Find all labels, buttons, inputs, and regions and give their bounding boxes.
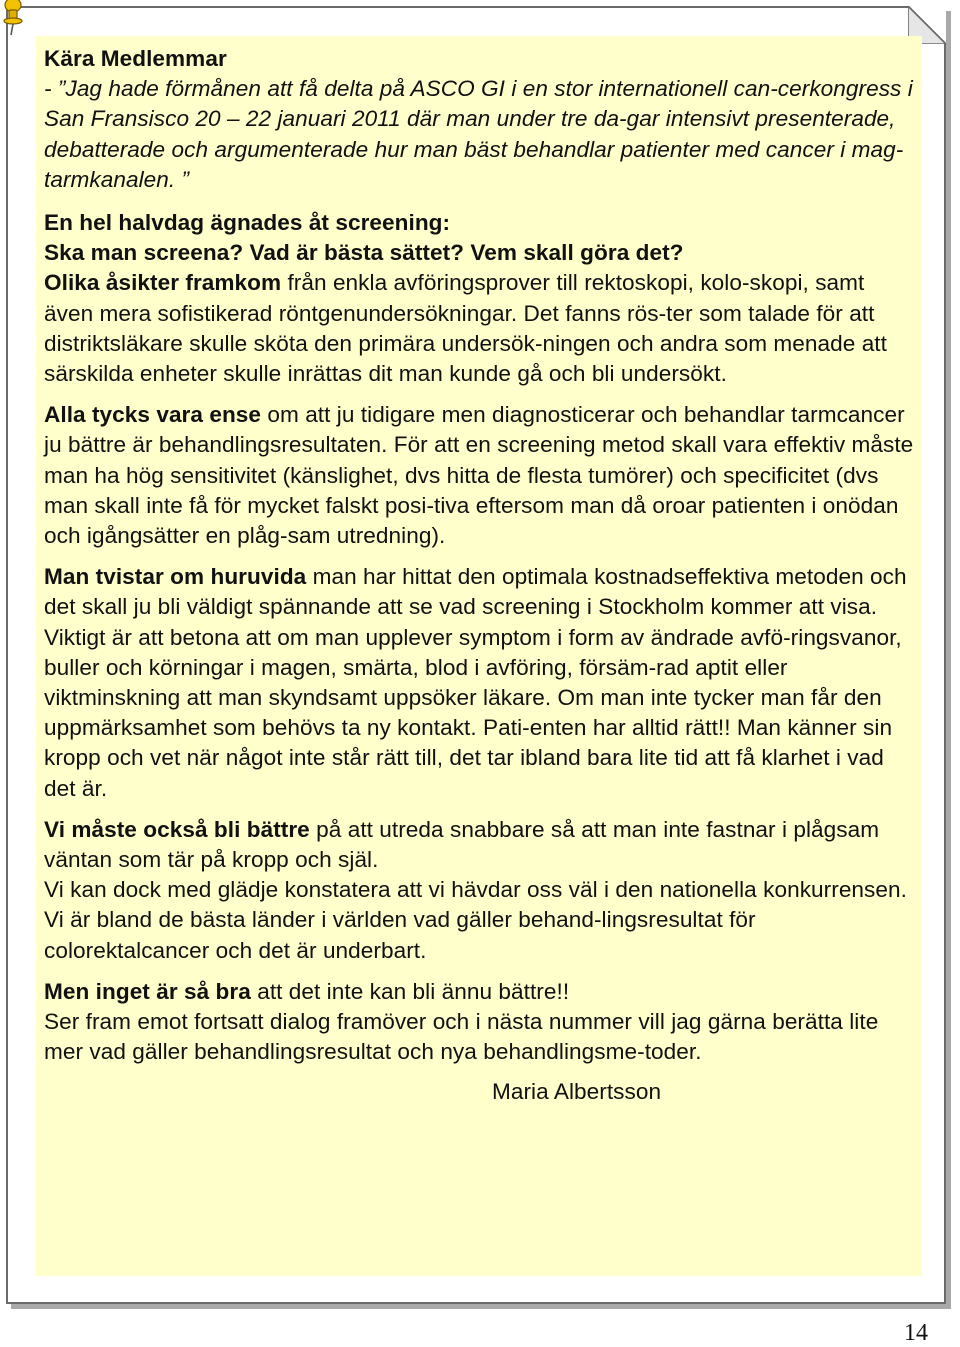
paragraph-outlook: Ser fram emot fortsatt dialog framöver och i nästa nummer vill jag gärna berätta lite mer vad gäller behandlingsresultat och nya behandlingsme-toder. bbox=[44, 1009, 879, 1065]
paragraph-lead: Men inget är så bra bbox=[44, 978, 251, 1004]
screening-questions: Ska man screena? Vad är bästa sättet? Vem skall göra det? bbox=[44, 240, 684, 266]
intro-quote: - ”Jag hade förmånen att få delta på ASCO GI i en stor internationell can-cerkongress i San Fransisco 20 – 22 januari 2011 där man under tre da-gar intensivt presenterade, debatterade och argumenterade hur man bäst behandlar patienter med cancer i mag-tarmkanalen. ” bbox=[44, 76, 913, 192]
paragraph-lead: Man tvistar om huruvida bbox=[44, 564, 307, 590]
pushpin-icon bbox=[0, 0, 26, 36]
page-number: 14 bbox=[904, 1320, 928, 1346]
paragraph-opinions bbox=[44, 268, 914, 389]
paragraph-results: Vi kan dock med glädje konstatera att vi hävdar oss väl i den nationella konkurrensen. Vi är bland de bästa länder i världen vad gäller behand-lingsresultat för colorektalcancer och det är underbart. bbox=[44, 877, 907, 963]
paragraph-lead: Vi måste också bli bättre bbox=[44, 816, 310, 842]
screening-heading: En hel halvdag ägnades åt screening: bbox=[44, 210, 451, 236]
greeting: Kära Medlemmar bbox=[44, 46, 227, 71]
paragraph-text: från enkla avföringsprover till rektoskopi, kolo-skopi, samt även mera sofistikerad röntgenundersökningar. Det fanns rös-ter som talade för att distriktsläkare skulle sköta den primära undersök-ningen och andra som menade att särskilda enheter skulle inrättas dit man kunde gå och bli undersökt. bbox=[44, 270, 887, 387]
paragraph-text: att det inte kan bli ännu bättre!! bbox=[250, 978, 570, 1004]
signature: Maria Albertsson bbox=[492, 1078, 662, 1104]
paragraph-better bbox=[44, 977, 914, 1007]
paragraph-debate bbox=[44, 562, 914, 622]
paragraph-text: man har hittat den optimala kostnadseffektiva metoden och det skall ju bli väldigt spännande att se vad screening i Stockholm kommer att visa. bbox=[44, 564, 907, 620]
paragraph-text: på att utreda snabbare så att man inte fastnar i plågsam väntan som tär på kropp och själ. bbox=[44, 816, 880, 873]
paragraph-symptoms: Viktigt är att betona att om man upplever symptom i form av ändrade avfö-ringsvanor, buller och körningar i magen, smärta, blod i avföring, försäm-rad aptit eller viktminskning att man skyndsamt uppsöker läkare. Om man inte tycker man får den uppmärksamhet som behövs ta ny kontakt. Pati-enten har alltid rätt!! Man känner sin kropp och vet när något inte står rätt till, det tar ibland bara lite tid att få klarhet i vad det är. bbox=[44, 624, 902, 801]
letter-body bbox=[44, 44, 914, 1107]
paragraph-text: om att ju tidigare men diagnosticerar och behandlar tarmcancer ju bättre är behandlingsresultaten. För att en screening metod skall vara effektiv måste man ha hög sensitivitet (känslighet, dvs hitta de flesta tumörer) och specificitet (dvs man skall inte få för mycket falskt posi-tiva eftersom man då oroar patienten i onödan och igångsätter en plåg-sam utredning). bbox=[44, 402, 914, 549]
paragraph-improve bbox=[44, 815, 914, 875]
paragraph-consensus bbox=[44, 400, 914, 551]
paragraph-lead: Olika åsikter framkom bbox=[44, 270, 282, 296]
paragraph-lead: Alla tycks vara ense bbox=[44, 402, 262, 428]
